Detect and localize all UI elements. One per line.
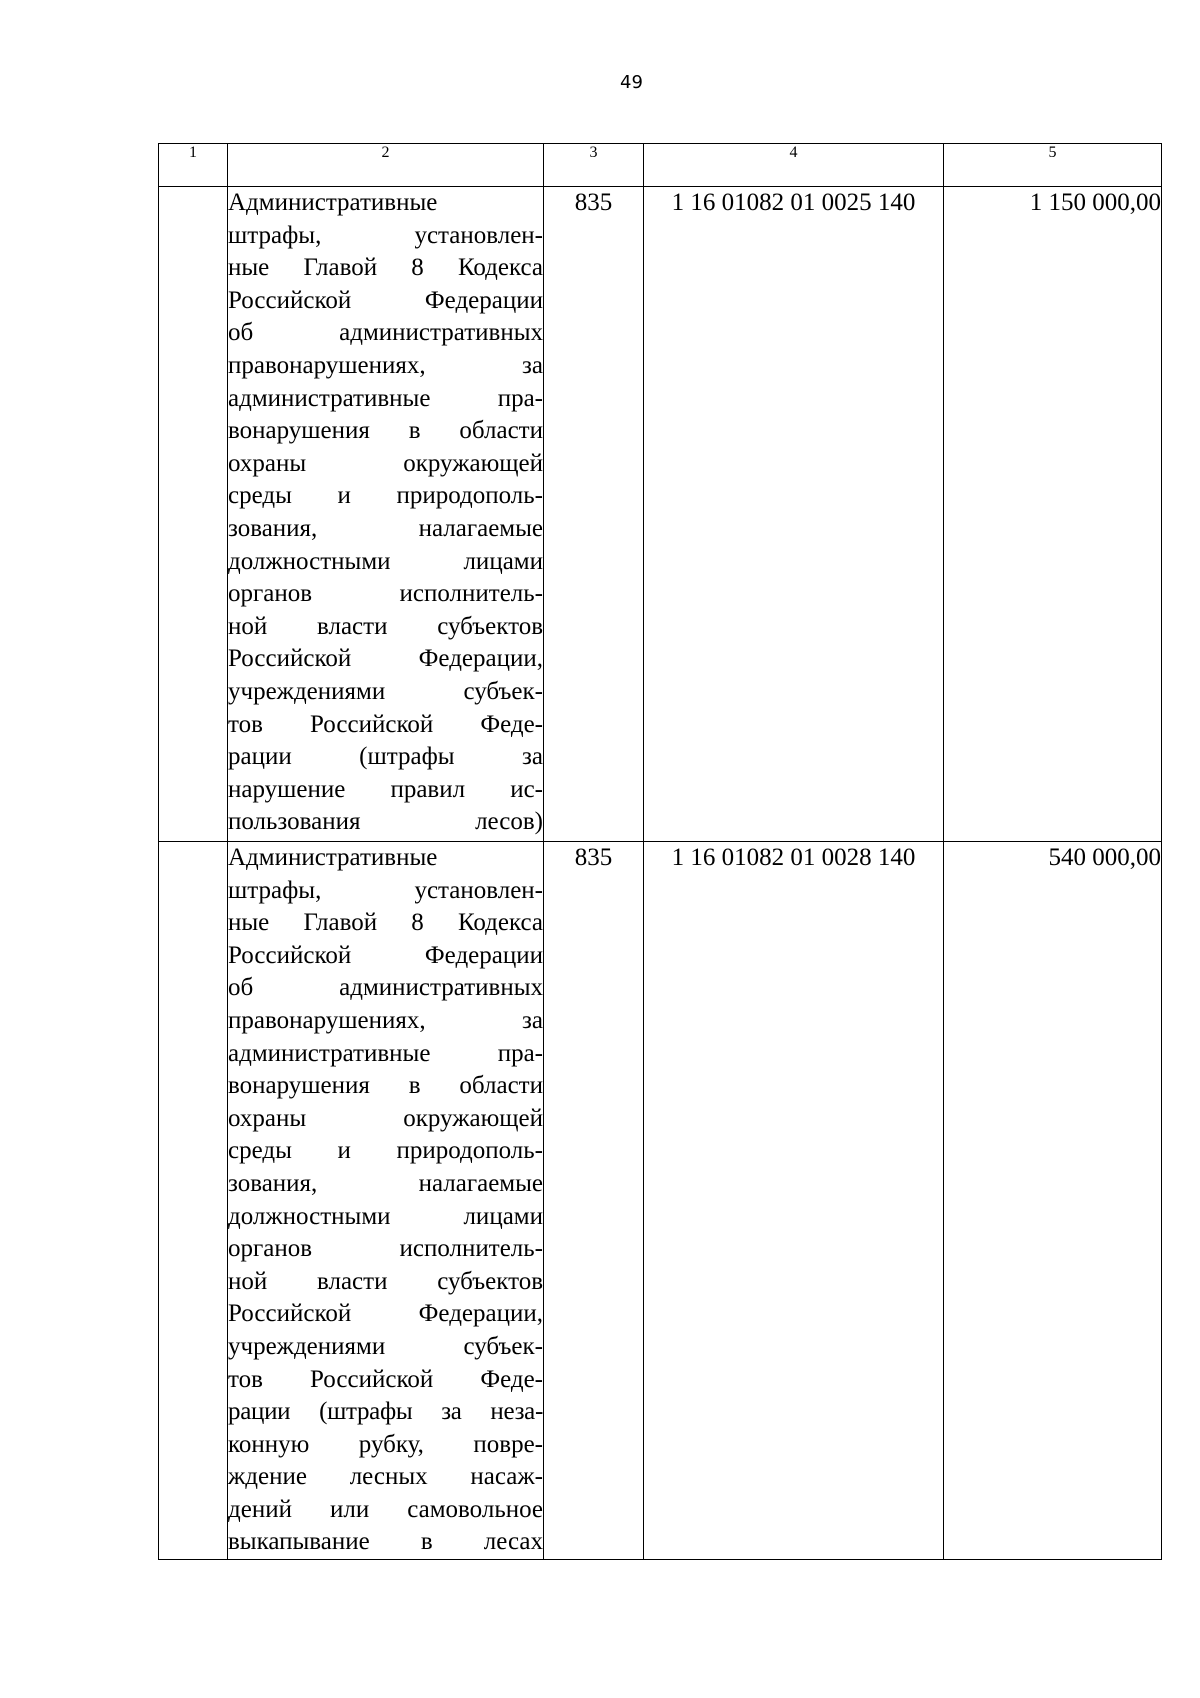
description-line: зования, налагаемые bbox=[228, 514, 543, 542]
kbk-cell: 1 16 01082 01 0028 140 bbox=[644, 842, 944, 1560]
description-line: ной власти субъектов bbox=[228, 612, 543, 640]
description-line: охраны окружающей bbox=[228, 449, 543, 477]
description-line: Российской Федерации, bbox=[228, 645, 543, 673]
description-line: должностными лицами bbox=[228, 1202, 543, 1230]
description-line: зования, налагаемые bbox=[228, 1169, 543, 1197]
description-line: об административных bbox=[228, 319, 543, 347]
description-line: должностными лицами bbox=[228, 547, 543, 575]
description-line: Российской Федерации bbox=[228, 941, 543, 969]
description-line: рации (штрафы за неза- bbox=[228, 1398, 543, 1426]
description-line: административные пра- bbox=[228, 1039, 543, 1067]
description-line: тов Российской Феде- bbox=[228, 1365, 543, 1393]
description-line: учреждениями субъек- bbox=[228, 1332, 543, 1360]
description-line: ные Главой 8 Кодекса bbox=[228, 909, 543, 937]
budget-table bbox=[158, 143, 1162, 1560]
description-line: выкапывание в лесах bbox=[228, 1528, 543, 1556]
description-line: правонарушениях, за bbox=[228, 351, 543, 379]
table-header-row bbox=[159, 144, 1162, 187]
description-line: охраны окружающей bbox=[228, 1104, 543, 1132]
column-header: 2 bbox=[228, 144, 544, 187]
description-line: среды и природополь- bbox=[228, 1137, 543, 1165]
description-line: дений или самовольное bbox=[228, 1495, 543, 1523]
description-line: об административных bbox=[228, 974, 543, 1002]
column-header: 5 bbox=[944, 144, 1162, 187]
description-cell bbox=[228, 842, 544, 1560]
description-line: вонарушения в области bbox=[228, 417, 543, 445]
column-header: 3 bbox=[544, 144, 644, 187]
description-line: Административные bbox=[228, 189, 438, 216]
code-cell: 835 bbox=[544, 187, 644, 842]
description-line: ждение лесных насаж- bbox=[228, 1463, 543, 1491]
description-line: рации (штрафы за bbox=[228, 743, 543, 771]
description-cell bbox=[228, 187, 544, 842]
description-line: органов исполнитель- bbox=[228, 1235, 543, 1263]
description-line: тов Российской Феде- bbox=[228, 710, 543, 738]
description-line: вонарушения в области bbox=[228, 1072, 543, 1100]
description-line: учреждениями субъек- bbox=[228, 677, 543, 705]
row-number-cell bbox=[159, 187, 228, 842]
description-text bbox=[228, 187, 543, 839]
code-cell: 835 bbox=[544, 842, 644, 1560]
description-line: правонарушениях, за bbox=[228, 1006, 543, 1034]
description-line: нарушение правил ис- bbox=[228, 775, 543, 803]
description-line: штрафы, установлен- bbox=[228, 876, 543, 904]
description-line: конную рубку, повре- bbox=[228, 1430, 543, 1458]
column-header: 1 bbox=[159, 144, 228, 187]
description-line: ные Главой 8 Кодекса bbox=[228, 254, 543, 282]
amount-cell: 540 000,00 bbox=[944, 842, 1162, 1560]
description-line: Российской Федерации, bbox=[228, 1300, 543, 1328]
description-line: административные пра- bbox=[228, 384, 543, 412]
description-line: среды и природополь- bbox=[228, 482, 543, 510]
description-line: штрафы, установлен- bbox=[228, 221, 543, 249]
description-line: ной власти субъектов bbox=[228, 1267, 543, 1295]
description-line: Российской Федерации bbox=[228, 286, 543, 314]
description-line: Административные bbox=[228, 844, 438, 871]
page-number: 49 bbox=[620, 72, 643, 93]
column-header: 4 bbox=[644, 144, 944, 187]
description-line: органов исполнитель- bbox=[228, 580, 543, 608]
row-number-cell bbox=[159, 842, 228, 1560]
table-row bbox=[159, 187, 1162, 842]
description-line: пользования лесов) bbox=[228, 808, 543, 836]
amount-cell: 1 150 000,00 bbox=[944, 187, 1162, 842]
table-row bbox=[159, 842, 1162, 1560]
description-text bbox=[228, 842, 543, 1559]
kbk-cell: 1 16 01082 01 0025 140 bbox=[644, 187, 944, 842]
